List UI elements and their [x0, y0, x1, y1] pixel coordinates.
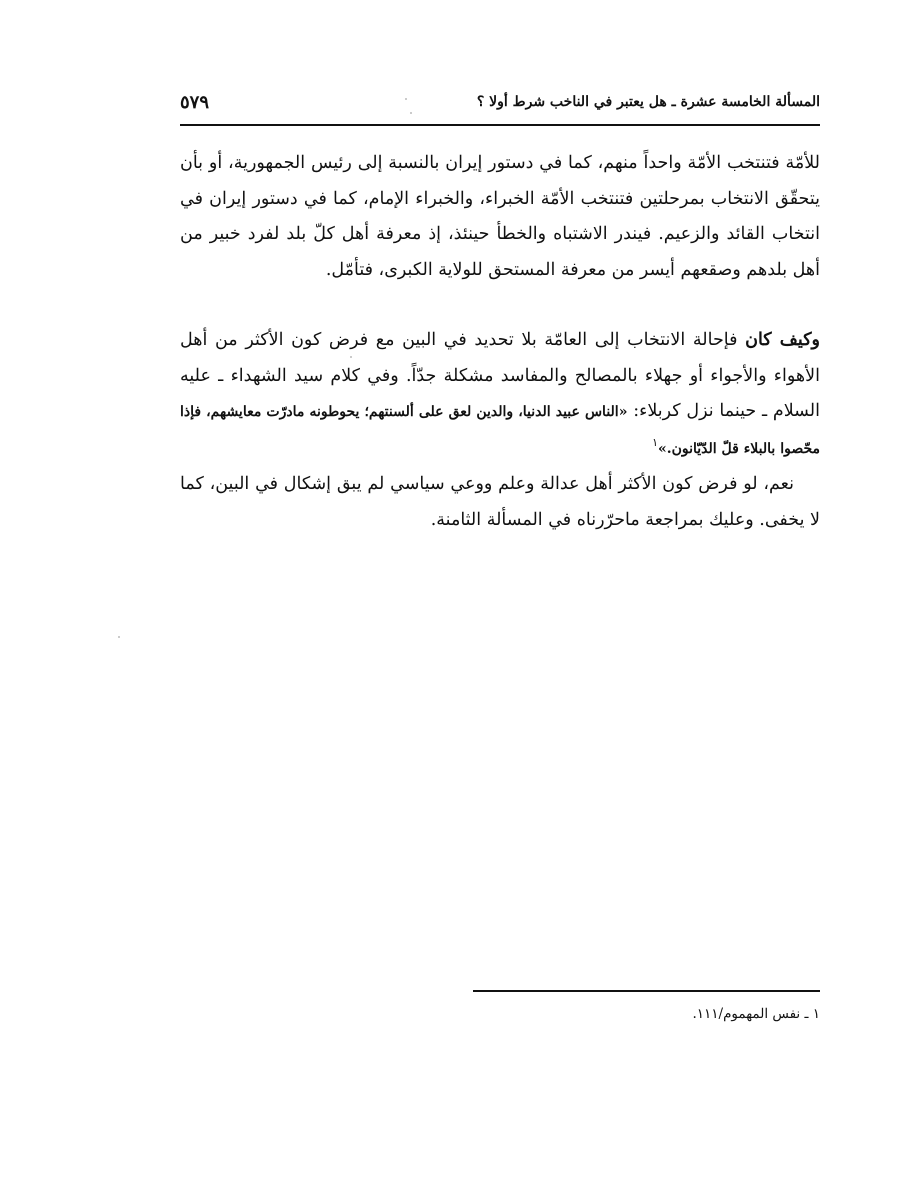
- page-header: [180, 88, 820, 120]
- paragraph-3: [180, 467, 820, 538]
- paragraph-1: للأمّة فتنتخب الأمّة واحداً منهم، كما في دستور إيران بالنسبة إلى رئيس الجمهورية، أو بأن يتحقّق الانتخاب بمرحلتين فتنتخب الأمّة الخبراء، والخبراء الإمام، كما في دستور إيران في انتخاب القائد والزعيم. فيندر الاشتباه والخطأ حينئذ، إذ معرفة أهل كلّ بلد لفرد خبير من أهل بلدهم وصقعهم أيسر من معرفة المستحق للولاية الكبرى، فتأمّل.: [180, 153, 820, 280]
- scan-speck: [118, 636, 120, 638]
- paragraph-3-text: نعم، لو فرض كون الأكثر أهل عدالة وعلم ووعي سياسي لم يبق إشكال في البين، كما لا يخفى. وعليك بمراجعة ماحرّرناه في المسألة الثامنة.: [180, 474, 820, 530]
- scan-speck: [405, 98, 407, 100]
- footnote: ١ ـ نفس المهموم/١١١.: [692, 1006, 820, 1022]
- hadith-quote: «الناس عبيد الدنيا، والدين لعق على ألسنتهم؛ يحوطونه مادرّت معايشهم، فإذا محّصوا بالبلاء قلّ الدّيّانون.»: [180, 404, 820, 457]
- footnote-rule: [473, 990, 820, 992]
- page-number: ٥٧٩: [180, 92, 210, 113]
- paragraph-2-lead: وكيف كان: [745, 330, 820, 350]
- running-title: المسألة الخامسة عشرة ـ هل يعتبر في الناخب شرط أولا ؟: [476, 94, 820, 110]
- header-rule: [180, 124, 820, 126]
- scan-speck: [350, 356, 352, 358]
- paragraph-2-text: فإحالة الانتخاب إلى العامّة بلا تحديد في البين مع فرض كون الأكثر من أهل الأهواء والأجواء أو جهلاء بالمصالح والمفاسد مشكلة جدّاً. وفي كلام سيد الشهداء ـ عليه السلام ـ حينما نزل كربلاء:: [180, 330, 820, 421]
- footnote-marker: ١: [652, 435, 658, 449]
- scan-speck: [410, 112, 412, 114]
- main-text: [180, 146, 820, 538]
- paragraph-2: [180, 323, 820, 467]
